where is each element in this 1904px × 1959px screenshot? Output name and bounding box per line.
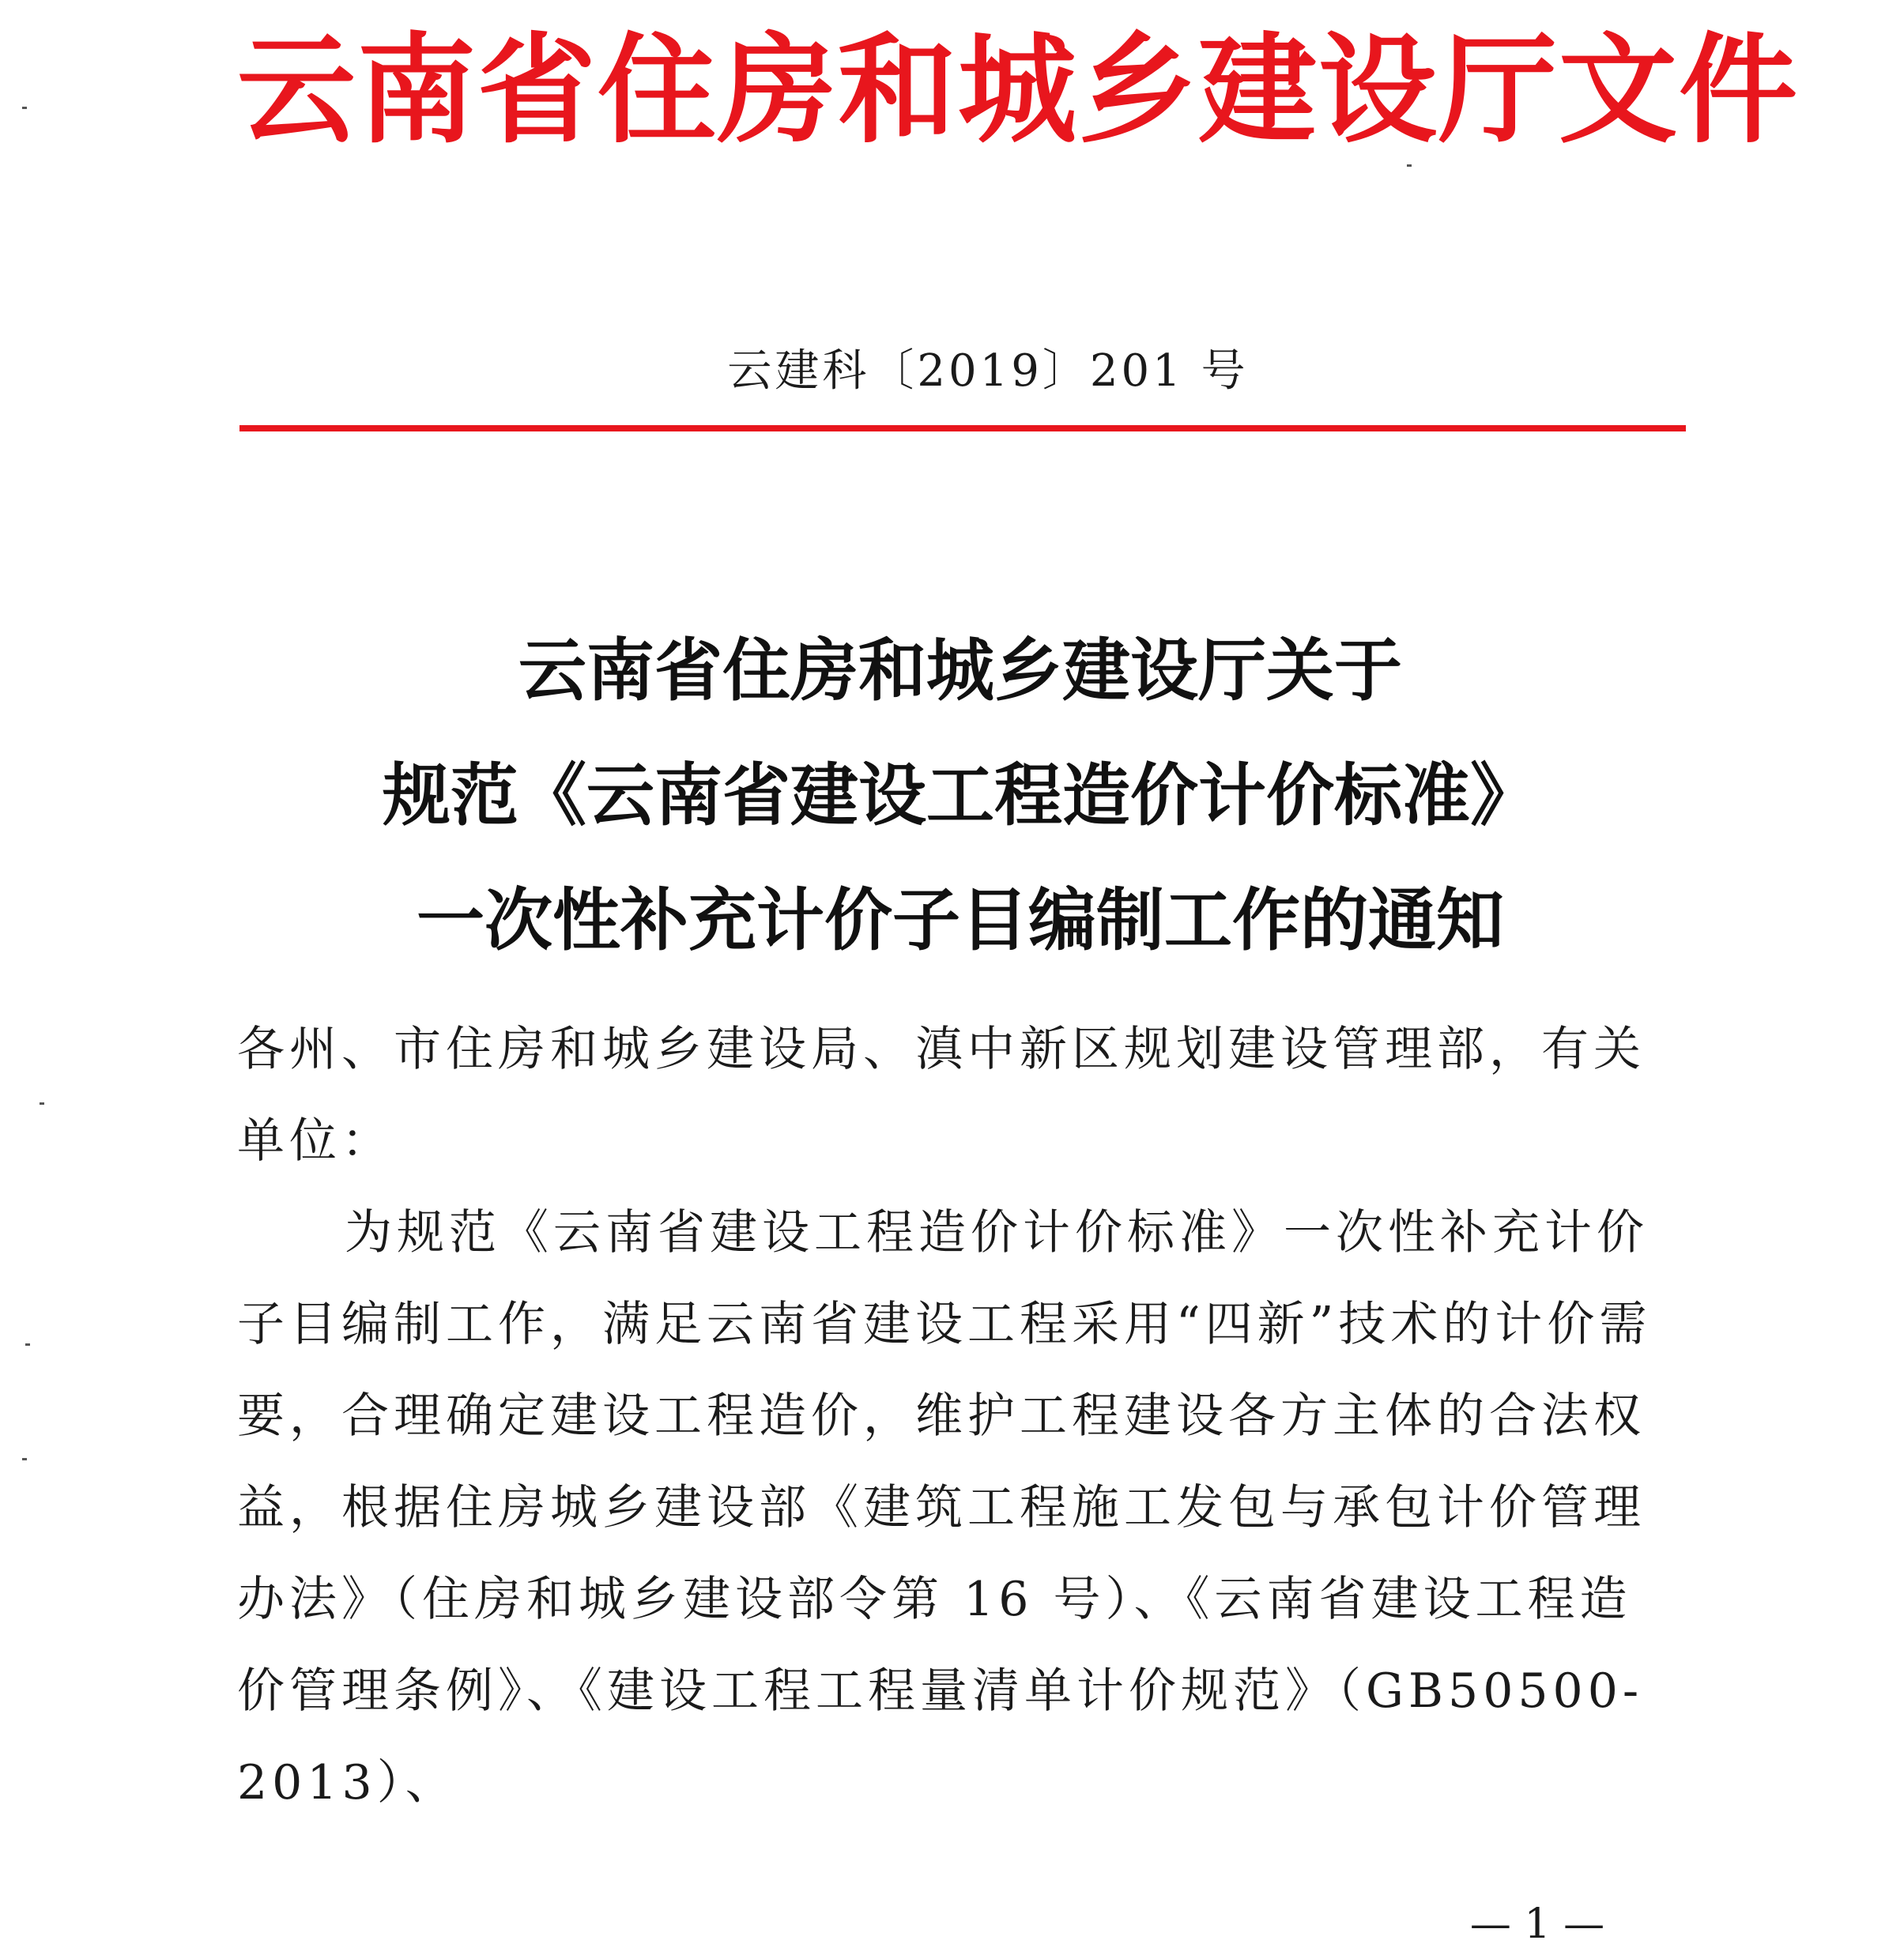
scan-speck: [25, 1343, 30, 1346]
scan-speck: [22, 1458, 27, 1460]
addressee: 各州、市住房和城乡建设局、滇中新区规划建设管理部，有关单位：: [237, 1022, 1646, 1169]
document-title: [237, 608, 1683, 983]
title-line-1: 云南省住房和城乡建设厅关于: [518, 631, 1402, 710]
scan-speck: [1407, 164, 1412, 167]
body-paragraph: 为规范《云南省建设工程造价计价标准》一次性补充计价子目编制工作，满足云南省建设工程采用“四新”技术的计价需要，合理确定建设工程造价，维护工程建设各方主体的合法权益，根据住房城乡建设部《建筑工程施工发包与承包计价管理办法》（住房和城乡建设部令第 16 号）、《云南省建设工程造价管理条例》、《建设工程工程量清单计价规范》（GB50500-2013）、: [237, 1205, 1652, 1810]
document-number: 云建科〔2019〕201 号: [727, 345, 1249, 397]
page-number: — 1 —: [1469, 1901, 1605, 1948]
scan-speck: [22, 107, 27, 109]
document-body: [237, 1004, 1683, 1829]
title-line-2: 规范《云南省建设工程造价计价标准》: [383, 756, 1538, 835]
red-divider-line: [239, 425, 1686, 431]
issuer-banner: 云南省住房和城乡建设厅文件: [237, 22, 1800, 160]
title-line-3: 一次性补充计价子目编制工作的通知: [417, 881, 1504, 960]
scan-speck: [40, 1102, 44, 1105]
